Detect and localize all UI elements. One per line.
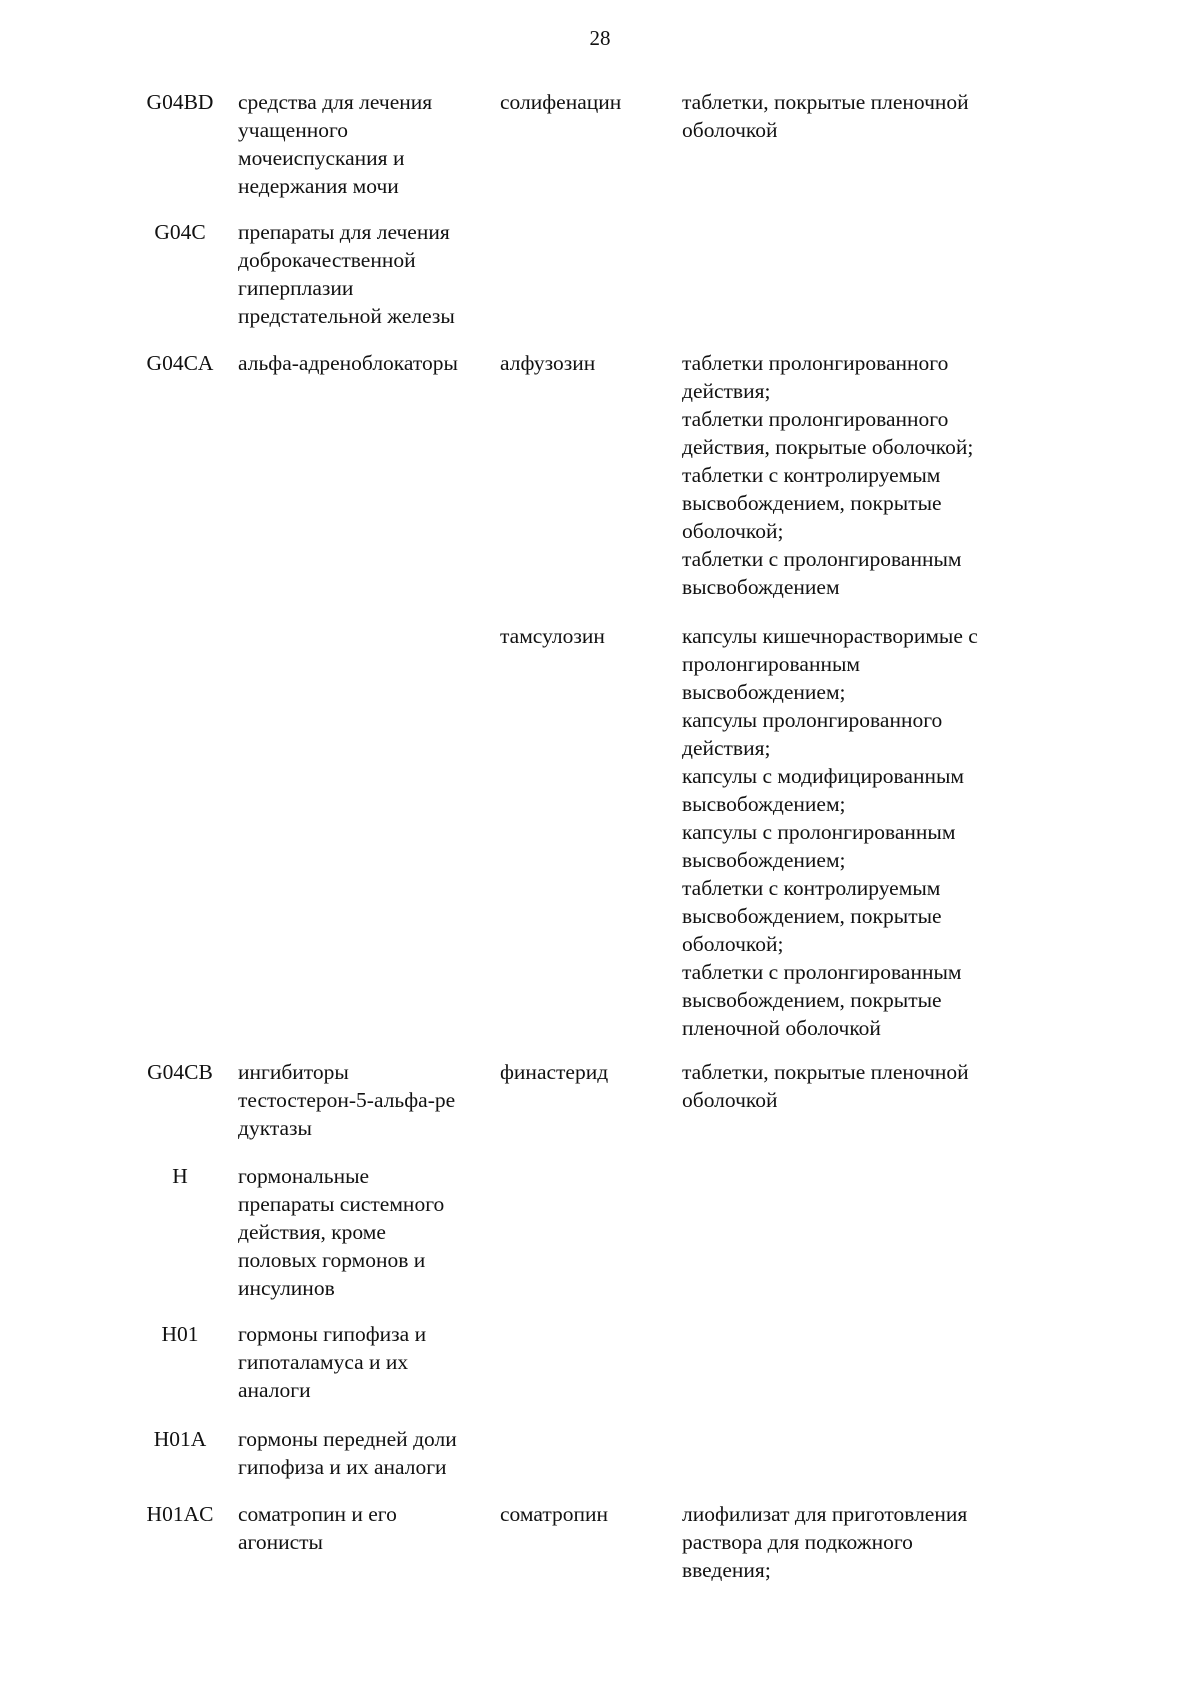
anatomical-therapeutic-group <box>238 1320 500 1404</box>
dosage-form-line: таблетки с пролонгированным <box>682 547 962 571</box>
atc-code: G04C <box>154 220 206 244</box>
group-name-line: аналоги <box>238 1378 311 1402</box>
group-name-line: инсулинов <box>238 1276 335 1300</box>
dosage-form-line: капсулы с пролонгированным <box>682 820 956 844</box>
group-name-line: дуктазы <box>238 1116 312 1140</box>
dosage-form-line: высвобождением <box>682 575 840 599</box>
group-name-line: мочеиспускания и <box>238 146 405 170</box>
group-name-line: альфа-адреноблокаторы <box>238 351 458 375</box>
dosage-form-line: высвобождением, покрытые <box>682 988 942 1012</box>
group-name-line: половых гормонов и <box>238 1248 426 1272</box>
group-name-line: гипоталамуса и их <box>238 1350 409 1374</box>
dosage-form-line: высвобождением, покрытые <box>682 904 942 928</box>
anatomical-therapeutic-group <box>238 1162 500 1302</box>
group-name-line: тестостерон-5-альфа-ре <box>238 1088 456 1112</box>
drug-name: финастерид <box>500 1060 609 1084</box>
dosage-form-line: пленочной оболочкой <box>682 1016 881 1040</box>
dosage-form-line: действия; <box>682 379 771 403</box>
group-name-line: учащенного <box>238 118 348 142</box>
group-name-line: гормоны гипофиза и <box>238 1322 427 1346</box>
dosage-forms <box>682 1058 1042 1114</box>
anatomical-therapeutic-group <box>238 88 500 200</box>
dosage-form-line: высвобождением, покрытые <box>682 491 942 515</box>
page-number: 28 <box>589 26 611 50</box>
dosage-forms <box>682 622 1042 1042</box>
anatomical-therapeutic-group <box>238 218 500 330</box>
group-name-line: предстательной железы <box>238 304 455 328</box>
dosage-form-line: высвобождением; <box>682 680 846 704</box>
anatomical-therapeutic-group <box>238 1425 500 1481</box>
group-name-line: доброкачественной <box>238 248 416 272</box>
dosage-form-line: таблетки, покрытые пленочной <box>682 90 969 114</box>
group-name-line: ингибиторы <box>238 1060 349 1084</box>
dosage-forms <box>682 1500 1042 1584</box>
atc-code: G04CA <box>146 351 214 375</box>
dosage-form-line: капсулы пролонгированного <box>682 708 943 732</box>
drug-name: алфузозин <box>500 351 596 375</box>
atc-code: H <box>172 1164 188 1188</box>
anatomical-therapeutic-group <box>238 1058 500 1142</box>
dosage-form-line: таблетки с контролируемым <box>682 463 941 487</box>
dosage-form-line: капсулы с модифицированным <box>682 764 965 788</box>
atc-code: H01AC <box>146 1502 214 1526</box>
group-name-line: средства для лечения <box>238 90 433 114</box>
anatomical-therapeutic-group <box>238 1500 500 1556</box>
dosage-forms <box>682 88 1042 144</box>
dosage-forms <box>682 349 1042 601</box>
dosage-form-line: введения; <box>682 1558 771 1582</box>
dosage-form-line: оболочкой; <box>682 932 784 956</box>
group-name-line: соматропин и его <box>238 1502 397 1526</box>
drug-name: соматропин <box>500 1502 609 1526</box>
dosage-form-line: оболочкой <box>682 118 778 142</box>
dosage-form-line: таблетки с пролонгированным <box>682 960 962 984</box>
dosage-form-line: капсулы кишечнорастворимые с <box>682 624 978 648</box>
dosage-form-line: действия, покрытые оболочкой; <box>682 435 974 459</box>
atc-code: G04CB <box>147 1060 213 1084</box>
group-name-line: гормоны передней доли <box>238 1427 457 1451</box>
dosage-form-line: высвобождением; <box>682 848 846 872</box>
group-name-line: препараты системного <box>238 1192 445 1216</box>
dosage-form-line: раствора для подкожного <box>682 1530 913 1554</box>
atc-code: H01A <box>153 1427 207 1451</box>
dosage-form-line: таблетки пролонгированного <box>682 351 949 375</box>
dosage-form-line: действия; <box>682 736 771 760</box>
group-name-line: гипофиза и их аналоги <box>238 1455 447 1479</box>
group-name-line: гормональные <box>238 1164 370 1188</box>
dosage-form-line: лиофилизат для приготовления <box>682 1502 968 1526</box>
atc-code: G04BD <box>146 90 214 114</box>
group-name-line: препараты для лечения <box>238 220 450 244</box>
drug-name: солифенацин <box>500 90 622 114</box>
dosage-form-line: таблетки, покрытые пленочной <box>682 1060 969 1084</box>
dosage-form-line: оболочкой; <box>682 519 784 543</box>
dosage-form-line: таблетки с контролируемым <box>682 876 941 900</box>
group-name-line: агонисты <box>238 1530 323 1554</box>
group-name-line: действия, кроме <box>238 1220 386 1244</box>
group-name-line: гиперплазии <box>238 276 354 300</box>
dosage-form-line: высвобождением; <box>682 792 846 816</box>
atc-code: H01 <box>161 1322 199 1346</box>
anatomical-therapeutic-group <box>238 349 500 377</box>
dosage-form-line: таблетки пролонгированного <box>682 407 949 431</box>
dosage-form-line: оболочкой <box>682 1088 778 1112</box>
group-name-line: недержания мочи <box>238 174 399 198</box>
dosage-form-line: пролонгированным <box>682 652 861 676</box>
drug-name: тамсулозин <box>500 624 605 648</box>
